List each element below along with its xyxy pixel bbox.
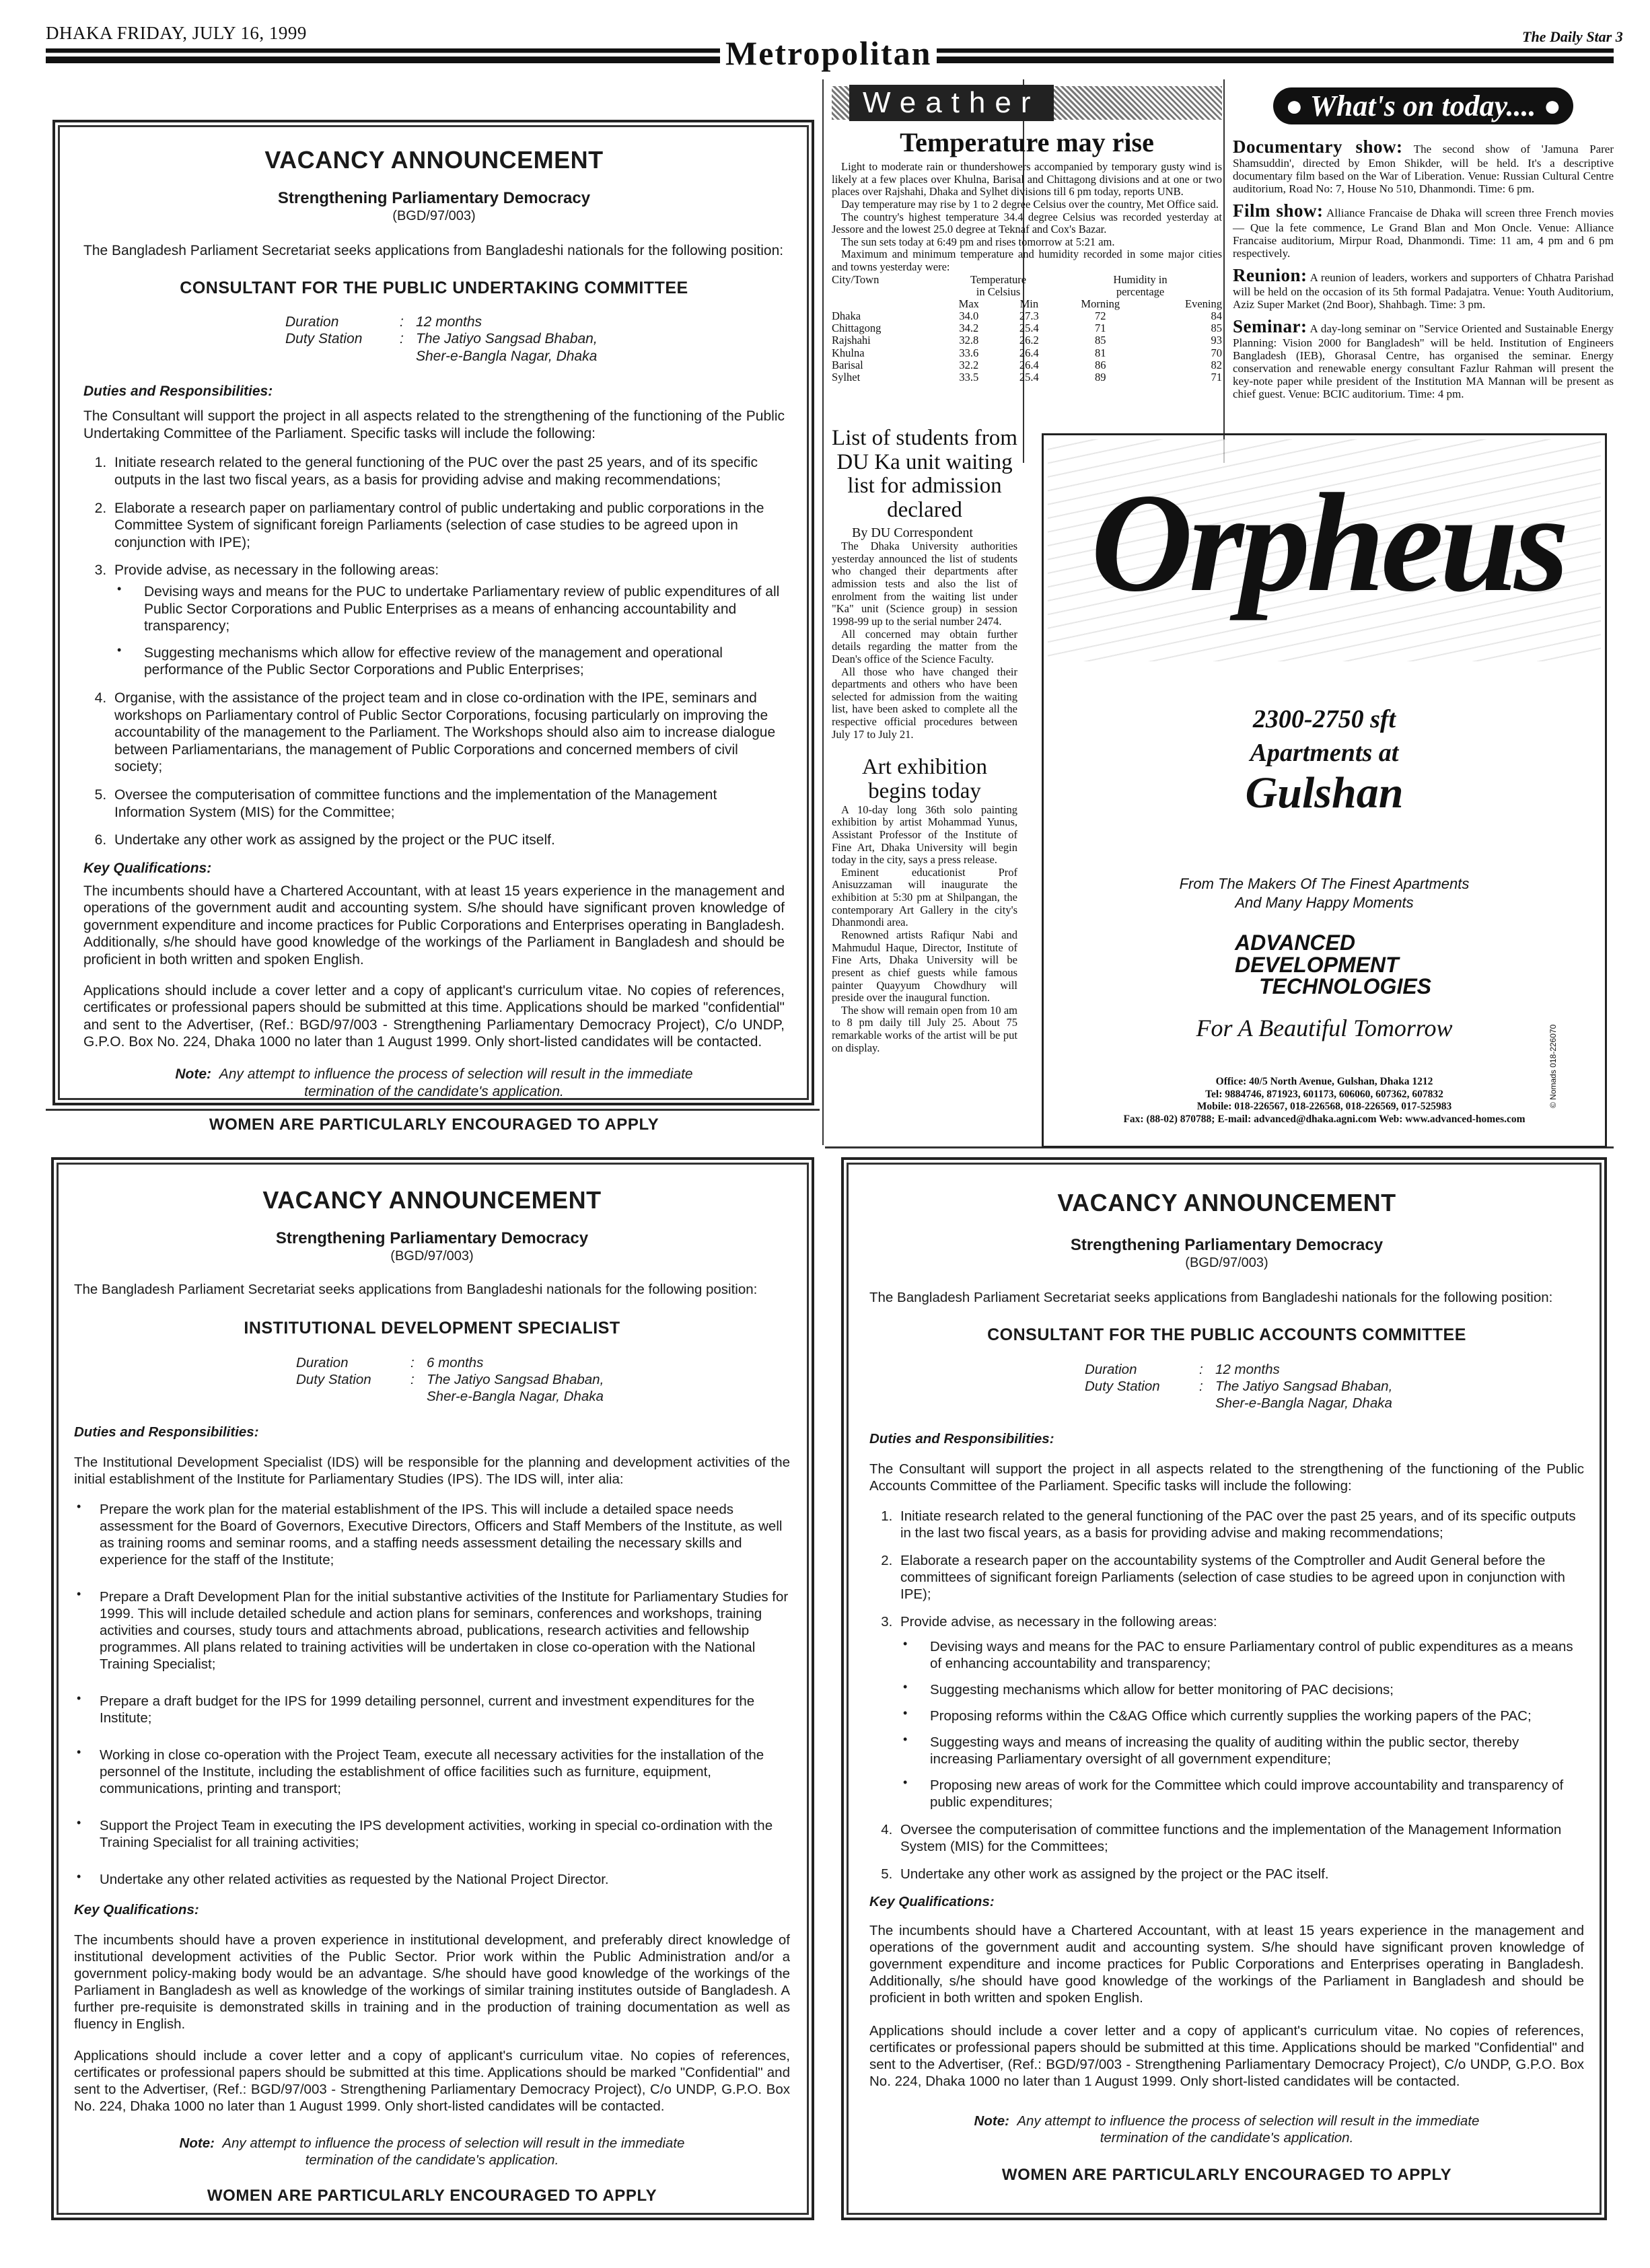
event-heading: Seminar:	[1233, 316, 1307, 336]
duration-value: 6 months	[427, 1355, 484, 1371]
company-line: TECHNOLOGIES	[1259, 974, 1432, 999]
students-byline: By DU Correspondent	[852, 525, 973, 540]
contact-block	[1044, 1076, 1605, 1126]
application-instructions: Applications should include a cover letter and a copy of applicant's curriculum vitae. No copies of references, certificates or professional papers should be submitted at this time. Applications should be marked "confidential" and sent to the Advertiser, (Ref.: BGD/97/003 - Strengthening Parliamentary Democracy Project), C/o UNDP, G.P.O. Box No. 224, Dhaka 1000 no later than 1 August 1999. Only short-listed candidates will be contacted.	[83, 982, 785, 1050]
vacancy-ad-puc	[52, 120, 814, 1134]
duty-sublist	[900, 1638, 1584, 1810]
art-para: The show will remain open from 10 am to 8 pm daily till July 25. About 75 remarkable works of the artist will be put on display.	[832, 1003, 1017, 1054]
duty-item: 4. Oversee the computerisation of committee functions and the implementation of the Management Information System (MIS) for the Committees;	[896, 1821, 1584, 1855]
note-text: Any attempt to influence the process of selection will result in the immediate termination of the candidate's application.	[1017, 2113, 1480, 2146]
duty-item	[896, 1613, 1584, 1810]
weather-para: Maximum and minimum temperature and humidity recorded in some major cities and towns yesterday were:	[832, 248, 1222, 274]
art-para: Renowned artists Rafiqur Nabi and Mahmudul Haque, Director, Institute of Fine Arts, Dhaka University will be present as chief guests while famous painter Quayyum Chowdhury will preside over the inaugural function.	[832, 928, 1017, 1004]
weather-cell-morning: 81	[1095, 346, 1106, 359]
note-label: Note:	[974, 2113, 1009, 2129]
ad-code: (BGD/97/003)	[390, 1249, 474, 1264]
weather-cell-max: 32.8	[959, 334, 979, 347]
weather-cell-evening: 82	[1211, 358, 1222, 371]
mobile: Mobile: 018-226567, 018-226568, 018-226569, 017-525983	[1196, 1101, 1452, 1113]
station-value: The Jatiyo Sangsad Bhaban, Sher-e-Bangla Nagar, Dhaka	[416, 331, 598, 364]
duty-item: 5. Oversee the computerisation of committee functions and the implementation of the Management Information System (MIS) for the Committee;	[110, 787, 785, 821]
duties-intro: The Consultant will support the project in all aspects related to the strengthening of the functioning of the Public Accounts Committee of the Parliament. Specific tasks will include the following:	[869, 1461, 1584, 1494]
event-text: Alliance Francaise de Dhaka will screen three French movies — Que la fete commence, Le Grand Blan and Mon Oncle. Venue: Alliance Francaise auditorium, Mirpur Road, Dhanmondi. Time: 11 am, 4 pm and 6 pm respectively.	[1233, 207, 1614, 260]
qualifications-text: The incumbents should have a Chartered Accountant, with at least 15 years experience in the management and operations of the government audit and accounting system. S/he should have significant proven knowledge of government expenditure and income practices for Public Corporations and Enterprises operating in Bangladesh. Additionally, s/he should have good knowledge of the workings of the Parliament in Bangladesh and should be proficient in both written and spoken English.	[869, 1923, 1584, 2006]
qualifications-text: The incumbents should have a Chartered Accountant, with at least 15 years experience in the management and operations of the government audit and accounting system. S/he should have significant proven knowledge of government expenditure and income practices for Public Corporations and Enterprises operating in Bangladesh. Additionally, s/he should have good knowledge of the workings of the Parliament in Bangladesh and should be proficient in both written and spoken English.	[83, 883, 785, 967]
qualifications-heading: Key Qualifications:	[74, 1902, 199, 1918]
event-text: A reunion of leaders, workers and supporters of Chhatra Parishad will be held on the occasion of its 5th formal Padajatra. Venue: Youth Auditorium, Aziz Super Market (2nd Boor), Shahbagh. Time: 3 pm.	[1233, 270, 1614, 311]
weather-banner: Weather	[849, 85, 1054, 121]
duty-bullet: • Prepare the work plan for the material establishment of the IPS. This will include a detailed space needs assessment for the Board of Governors, Executive Directors, Officers and Staff Members of the Institute, as well as training rooms and seminar rooms, and a staffing needs assessment detailing the necessary skills and experience for the staff of the Institute;	[100, 1501, 790, 1568]
station-label: Duty Station	[1085, 1379, 1160, 1395]
section-rule	[46, 1109, 820, 1111]
col-city: City/Town	[832, 272, 880, 286]
weather-cell-min: 27.3	[1019, 309, 1039, 323]
ad-intro: The Bangladesh Parliament Secretariat seeks applications from Bangladeshi nationals for the following position:	[74, 1281, 758, 1297]
section-title: Metropolitan	[720, 34, 937, 73]
ad-subtitle: Strengthening Parliamentary Democracy	[275, 1229, 589, 1247]
duty-bullet: • Prepare a Draft Development Plan for the initial substantive activities of the Institute for Parliamentary Studies for 1999. This will include detailed schedule and action plans for seminars, conferences and workshops, training activities and courses, study tours and attachments abroad, publications, research activities and fellowship programmes. All plans related to training activities will be undertaken in close co-operation with the National Training Specialist;	[100, 1588, 790, 1673]
duty-bullet: • Suggesting mechanisms which allow for better monitoring of PAC decisions;	[926, 1681, 1584, 1698]
weather-cell-morning: 71	[1095, 322, 1106, 335]
position-title: CONSULTANT FOR THE PUBLIC UNDERTAKING COMMITTEE	[180, 279, 688, 298]
weather-cell-evening: 70	[1211, 346, 1222, 359]
duties-list	[83, 454, 785, 849]
selection-note	[144, 1066, 724, 1100]
duty-bullet: • Suggesting ways and means of increasing the quality of auditing within the public sector, thereby increasing Parliamentary oversight of all government expenditure;	[926, 1734, 1584, 1767]
duration-label: Duration	[296, 1355, 349, 1371]
ad-footer: WOMEN ARE PARTICULARLY ENCOURAGED TO APPLY	[209, 1115, 659, 1134]
duty-bullet: • Proposing reforms within the C&AG Office which currently supplies the working papers of the PAC;	[926, 1708, 1584, 1724]
duration-value: 12 months	[1215, 1362, 1280, 1378]
telephone: Tel: 9884746, 871923, 601173, 606060, 607362, 607832	[1205, 1088, 1443, 1100]
duty-bullet: • Undertake any other related activities as requested by the National Project Director.	[100, 1871, 790, 1888]
duty-item: 1. Initiate research related to the general functioning of the PAC over the past 25 years, and of its specific outputs in the last two fiscal years, as a basis for providing advise and making recommendations;	[896, 1508, 1584, 1541]
ad-intro: The Bangladesh Parliament Secretariat seeks applications from Bangladeshi nationals for the following position:	[869, 1289, 1553, 1305]
duty-bullet: • Working in close co-operation with the Project Team, execute all necessary activities for the installation of the personnel of the Institute, including the establishment of office facilities such as furniture, equipment, communications, printing and transport;	[100, 1747, 790, 1797]
duties-intro: The Institutional Development Specialist (IDS) will be responsible for the planning and development activities of the initial establishment of the Institute for Parliamentary Studies (IPS). The IDS will, inter alia:	[74, 1455, 790, 1488]
slogan: For A Beautiful Tomorrow	[1196, 1015, 1453, 1041]
duty-item: 1. Initiate research related to the general functioning of the PUC over the past 25 years, and of its specific outputs in the last two fiscal years, as a basis for providing advise and making recommendations;	[110, 454, 785, 488]
ad-subtitle: Strengthening Parliamentary Democracy	[277, 188, 591, 207]
art-para: Eminent educationist Prof Anisuzzaman will inaugurate the exhibition at 5:30 pm at Shilpangan, the contemporary Art Gallery in the city's Dhanmondi area.	[832, 865, 1017, 929]
station-value: The Jatiyo Sangsad Bhaban, Sher-e-Bangla Nagar, Dhaka	[1215, 1379, 1393, 1412]
ad-title: VACANCY ANNOUNCEMENT	[264, 146, 604, 174]
weather-row	[832, 334, 1222, 346]
weather-cell-evening: 93	[1211, 334, 1222, 347]
weather-cell-max: 32.2	[959, 358, 979, 371]
art-para: A 10-day long 36th solo painting exhibition by artist Mohammad Yunus, Assistant Professor of the Institute of Fine Art, Dhaka University will begin today in the city, says a press release.	[832, 803, 1017, 867]
duty-bullet: • Proposing new areas of work for the Committee which could improve accountability and transparency of public expenditures;	[926, 1777, 1584, 1810]
ad-footer: WOMEN ARE PARTICULARLY ENCOURAGED TO APPLY	[1001, 2166, 1452, 2185]
qualifications-heading: Key Qualifications:	[83, 860, 212, 876]
station-value: The Jatiyo Sangsad Bhaban, Sher-e-Bangla Nagar, Dhaka	[427, 1372, 604, 1405]
vacancy-ad-pac	[841, 1157, 1607, 2220]
duration-label: Duration	[285, 314, 339, 330]
weather-cell-max: 33.6	[959, 346, 979, 359]
event-documentary	[1233, 137, 1614, 195]
orpheus-ad	[1042, 433, 1607, 1148]
duties-heading: Duties and Responsibilities:	[83, 383, 273, 399]
weather-cell-morning: 89	[1095, 370, 1106, 383]
application-instructions: Applications should include a cover letter and a copy of applicant's curriculum vitae. No copies of references, certificates or professional papers should be submitted at this time. Applications should be marked "Confidential" and sent to the Advertiser, (Ref.: BGD/97/003 - Strengthening Parliamentary Democracy Project), C/o UNDP, G.P.O. Box No. 224, Dhaka 1000 no later than 1 August 1999. Only short-listed candidates will be contacted.	[74, 2048, 790, 2115]
position-title: CONSULTANT FOR THE PUBLIC ACCOUNTS COMMITTEE	[987, 1325, 1466, 1344]
students-para: All concerned may obtain further details regarding the matter from the Dean's office of the Science Faculty.	[832, 627, 1017, 665]
ad-code: (BGD/97/003)	[1185, 1255, 1268, 1271]
company-name	[1235, 932, 1431, 998]
col-morning: Morning	[1081, 297, 1120, 311]
fax-email-web: Fax: (88-02) 870788; E-mail: advanced@dhaka.agni.com Web: www.advanced-homes.com	[1123, 1113, 1526, 1125]
column-rule	[822, 79, 824, 1145]
position-title: INSTITUTIONAL DEVELOPMENT SPECIALIST	[244, 1318, 620, 1338]
duty-bullet: • Devising ways and means for the PAC to ensure Parliamentary control of public expenditures as a means of enhancing accountability and transparency;	[926, 1638, 1584, 1672]
company-line: DEVELOPMENT	[1235, 952, 1399, 977]
ad-subtitle: Strengthening Parliamentary Democracy	[1070, 1235, 1384, 1254]
col-max: Max	[958, 297, 979, 311]
apartment-size: 2300-2750 sft	[1252, 705, 1396, 733]
tagline: And Many Happy Moments	[1235, 894, 1414, 911]
note-label: Note:	[179, 2135, 215, 2152]
weather-cell-city: Rajshahi	[832, 334, 871, 347]
weather-cell-max: 34.2	[959, 322, 979, 335]
weather-para: The sun sets today at 6:49 pm and rises tomorrow at 5:21 am.	[841, 235, 1115, 248]
duty-bullet: • Prepare a draft budget for the IPS for 1999 detailing personnel, current and investment expenditures for the Institute;	[100, 1693, 790, 1726]
duty-item	[110, 562, 785, 679]
note-text: Any attempt to influence the process of selection will result in the immediate termination of the candidate's application.	[222, 2135, 685, 2168]
duties-heading: Duties and Responsibilities:	[74, 1424, 259, 1440]
weather-cell-city: Barisal	[832, 358, 863, 371]
weather-cell-min: 25.4	[1019, 322, 1039, 335]
qualifications-heading: Key Qualifications:	[869, 1894, 995, 1910]
weather-row	[832, 371, 1222, 383]
note-text: Any attempt to influence the process of selection will result in the immediate termination of the candidate's application.	[219, 1066, 693, 1099]
duty-item: 5. Undertake any other work as assigned by the project or the PAC itself.	[896, 1866, 1584, 1882]
duration-station: Duration : 12 months Duty Station : The Jatiyo Sangsad Bhaban, Sher-e-Bangla Nagar, Dhaka	[1085, 1361, 1584, 1412]
event-heading: Film show:	[1233, 200, 1324, 221]
col-humidity: Humidity in	[1113, 272, 1168, 286]
weather-cell-city: Sylhet	[832, 370, 861, 383]
duty-item: 4. Organise, with the assistance of the project team and in close co-ordination with the IPE, seminars and workshops on Parliamentary control of Public Sector Corporations, focusing particularly on improving the accountability of the management to the Parliament. The Workshops should also aim to increase dialogue between Parliamentarians, the management of Public Corporations and concerned members of civil society;	[110, 690, 785, 776]
ad-code: (BGD/97/003)	[392, 209, 476, 224]
duty-item-text: Provide advise, as necessary in the following areas:	[900, 1614, 1217, 1630]
art-headline: Art exhibition begins today	[861, 755, 988, 803]
banner-pattern	[832, 86, 849, 120]
dateline: DHAKA FRIDAY, JULY 16, 1999	[46, 23, 307, 43]
weather-row	[832, 310, 1222, 322]
paper-name: The Daily Star 3	[1522, 28, 1623, 45]
ad-footer: WOMEN ARE PARTICULARLY ENCOURAGED TO APPLY	[207, 2187, 657, 2205]
duty-item-text: Provide advise, as necessary in the following areas:	[114, 562, 439, 579]
weather-para: Day temperature may rise by 1 to 2 degree Celsius over the country, Met Office said.	[841, 197, 1219, 211]
tagline: From The Makers Of The Finest Apartments	[1179, 875, 1470, 892]
ad-intro: The Bangladesh Parliament Secretariat seeks applications from Bangladeshi nationals for the following position:	[83, 242, 784, 258]
weather-table	[832, 274, 1222, 383]
duration-station: Duration : 12 months Duty Station : The Jatiyo Sangsad Bhaban, Sher-e-Bangla Nagar, Dhaka	[285, 314, 785, 365]
duties-intro: The Consultant will support the project in all aspects related to the strengthening of the functioning of the Public Undertaking Committee of the Parliament. Specific tasks will include the following:	[83, 408, 785, 441]
weather-row	[832, 347, 1222, 359]
duration-station: Duration : 6 months Duty Station : The Jatiyo Sangsad Bhaban, Sher-e-Bangla Nagar, Dhaka	[296, 1354, 790, 1405]
weather-cell-min: 25.4	[1019, 370, 1039, 383]
duty-bullet: • Devising ways and means for the PUC to undertake Parliamentary review of public expenditures of all Public Sector Corporations and Public Enterprises as a means of enhancing accountability and transparency;	[140, 583, 785, 635]
duty-item: 6. Undertake any other work as assigned by the project or the PUC itself.	[110, 832, 785, 849]
duration-value: 12 months	[416, 314, 482, 330]
weather-cell-morning: 72	[1095, 309, 1106, 323]
column-rule	[1223, 79, 1225, 463]
whats-on-title: What's on today....	[1310, 89, 1536, 122]
office-address: Office: 40/5 North Avenue, Gulshan, Dhaka 1212	[1215, 1076, 1433, 1087]
duty-item: 2. Elaborate a research paper on parliamentary control of public undertaking and public corporations in the Committee System of significant foreign Parliaments (selection of case studies to be agreed upon in conjunction with IPE);	[110, 500, 785, 552]
banner-pattern	[1054, 86, 1223, 120]
vacancy-ad-ids	[51, 1157, 814, 2220]
station-label: Duty Station	[285, 331, 363, 347]
selection-note	[155, 2135, 709, 2168]
qualifications-text: The incumbents should have a proven experience in institutional development, and preferably direct knowledge of institutional development activities of the Public Sector. Prior work within the Public Administration and/or a government policy-making body would be an advantage. S/he should have good knowledge of the workings of the Parliament in Bangladesh as well as knowledge of the workings of similar training institutes outside of Bangladesh. A further pre-requisite is demonstrated skills in training and in the production of training documentation as well as fluency in English.	[74, 1932, 790, 2033]
event-text: A day-long seminar on "Service Oriented and Sustainable Energy Planning: Vision 2000 for Bangladesh" will be held. Institution of Engineers Bangladesh (IEB), Ghorasal Centre, has organised the seminar. Energy conservation and renewable energy consultant Fazlur Rahman will present the key-note paper while president of the Institution MA Mannan will be present as chief guest. Venue: BCIC auditorium. Time: 4 pm.	[1233, 322, 1614, 401]
company-line: ADVANCED	[1235, 930, 1355, 955]
students-para: The Dhaka University authorities yesterday announced the list of students who changed their departments after admission tests and also the list of enrolment from the waiting list under "Ka" unit (Science group) in session 1998-99 up to the serial number 2474.	[832, 540, 1017, 628]
note-label: Note:	[175, 1066, 212, 1082]
event-heading: Documentary show:	[1233, 137, 1403, 157]
weather-row	[832, 359, 1222, 371]
duty-item: 2. Elaborate a research paper on the accountability systems of the Comptroller and Audit General before the committees of significant foreign Parliaments (selection of case studies to be agreed upon in conjunction with IPE);	[896, 1552, 1584, 1603]
duration-label: Duration	[1085, 1362, 1137, 1378]
weather-cell-evening: 84	[1211, 309, 1222, 323]
weather-para: The country's highest temperature 34.4 degree Celsius was recorded yesterday at Jessore and the lowest 25.0 degree at Teknaf and Cox's Bazar.	[832, 210, 1222, 236]
weather-para: Light to moderate rain or thundershowers accompanied by temporary gusty wind is likely at a few places over Khulna, Barisal and Chittagong divisions and at one or two places over Rajshahi, Dhaka and Sylhet divisions till 6 pm today, reports UNB.	[832, 160, 1222, 198]
weather-cell-city: Chittagong	[832, 322, 882, 335]
ad-title: VACANCY ANNOUNCEMENT	[1057, 1189, 1396, 1216]
weather-cell-city: Khulna	[832, 346, 865, 359]
ad-title: VACANCY ANNOUNCEMENT	[262, 1186, 602, 1214]
weather-cell-min: 26.4	[1019, 346, 1039, 359]
weather-cell-evening: 85	[1211, 322, 1222, 335]
weather-cell-min: 26.2	[1019, 334, 1039, 347]
middle-column	[832, 427, 1017, 1054]
duty-sublist	[114, 583, 785, 679]
whats-on-banner: ● What's on today.... ●	[1273, 87, 1573, 124]
ad-credit: © Nomads 018-226070	[1548, 1024, 1558, 1108]
location: Gulshan	[1245, 768, 1404, 817]
station-label: Duty Station	[296, 1372, 371, 1388]
weather-column	[832, 85, 1222, 383]
weather-cell-evening: 71	[1211, 370, 1222, 383]
selection-note	[970, 2113, 1483, 2146]
duty-bullet: • Support the Project Team in executing the IPS development activities, working in special co-ordination with the Training Specialist for all training activities;	[100, 1817, 790, 1851]
brand-logo: Orpheus	[1091, 465, 1565, 621]
event-film	[1233, 200, 1614, 259]
students-para: All those who have changed their departments and others who have been selected for admission from the waiting list, have been asked to complete all the respective official procedures between July 17 to July 21.	[832, 665, 1017, 741]
col-min: Min	[1019, 297, 1039, 311]
weather-cell-min: 26.4	[1019, 358, 1039, 371]
event-reunion	[1233, 265, 1614, 311]
event-seminar	[1233, 316, 1614, 400]
col-temperature: Temperature	[970, 272, 1027, 286]
weather-row	[832, 322, 1222, 334]
duties-heading: Duties and Responsibilities:	[869, 1431, 1054, 1447]
weather-cell-city: Dhaka	[832, 309, 861, 323]
students-headline: List of students from DU Ka unit waiting list for admission declared	[832, 426, 1017, 522]
weather-cell-max: 34.0	[959, 309, 979, 323]
weather-headline: Temperature may rise	[900, 127, 1154, 157]
weather-cell-max: 33.5	[959, 370, 979, 383]
duties-list	[74, 1501, 790, 1888]
event-heading: Reunion:	[1233, 264, 1307, 285]
weather-cell-morning: 86	[1095, 358, 1106, 371]
duty-bullet: • Suggesting mechanisms which allow for effective review of the management and operational performance of the Public Sector Corporations and Public Enterprises;	[140, 645, 785, 679]
weather-cell-morning: 85	[1095, 334, 1106, 347]
col-evening: Evening	[1185, 297, 1222, 311]
application-instructions: Applications should include a cover letter and a copy of applicant's curriculum vitae. No copies of references, certificates or professional papers should be submitted at this time. Applications should be marked "Confidential" and sent to the Advertiser, (Ref.: BGD/97/003 - Strengthening Parliamentary Democracy Project), C/o UNDP, G.P.O. Box No. 224, Dhaka 1000 no later than 1 August 1999. Only short-listed candidates will be contacted.	[869, 2023, 1584, 2090]
event-text: The second show of 'Jamuna Parer Shamsuddin', directed by Emon Shikder, will be held. It's a descriptive documentary film based on the War of Liberation. Venue: Russian Cultural Centre auditorium, Road No: 7, House No 510, Dhanmondi. Time: 6 pm.	[1233, 143, 1614, 196]
apartments-at: Apartments at	[1250, 739, 1399, 767]
col-temp-unit: in Celsius	[976, 285, 1021, 298]
whats-on-column	[1233, 87, 1614, 400]
duties-list	[869, 1508, 1584, 1882]
col-hum-unit: percentage	[1116, 285, 1165, 298]
